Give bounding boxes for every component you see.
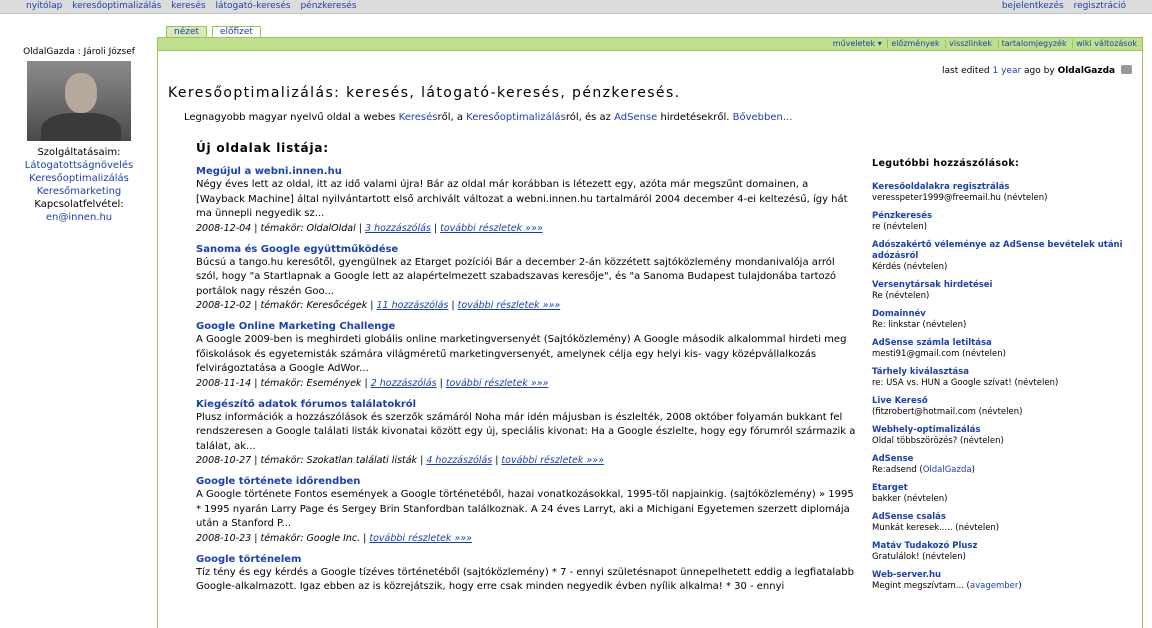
intro-link-search[interactable]: Keresés bbox=[398, 112, 438, 123]
recent-comments bbox=[872, 158, 1142, 599]
recent-comment-text: re: USA vs. HUN a Google szívat! (névtelen) bbox=[872, 378, 1059, 388]
top-nav-bar bbox=[0, 0, 1152, 14]
article-excerpt: Plusz információk a hozzászólások és szerzők számáról Noha már idén májusban is észlelték, 2008 október folyamán bukkant fel rendszeresen a Google találati listák kivonatai között egy új, speciális kivonat: Ha a Google észlelte, hogy egy fórumról származik a találat, ak... bbox=[196, 411, 856, 452]
history-link[interactable]: előzmények bbox=[887, 39, 942, 48]
recent-comment-text: Re:adsend ( bbox=[872, 465, 923, 475]
intro-text bbox=[184, 112, 792, 123]
recent-comment-title-link[interactable]: Web-server.hu bbox=[872, 570, 942, 580]
article-item bbox=[196, 243, 856, 314]
article-comments-link[interactable]: 3 hozzászólás bbox=[365, 222, 431, 234]
article-meta: 2008-11-14 | témakör: Események | 2 hozzászólás | további részletek »»» bbox=[196, 377, 549, 389]
article-more-link[interactable]: további részletek »»» bbox=[440, 222, 543, 234]
article-list bbox=[196, 165, 856, 602]
article-comments-link[interactable]: 4 hozzászólás bbox=[426, 455, 493, 466]
article-topic: témakör: OldalOldal bbox=[260, 222, 356, 234]
intro-text-4: hirdetésekről. bbox=[657, 112, 733, 123]
tab-subscribe[interactable]: előfizet bbox=[212, 26, 261, 38]
recent-comment-text-tail: ) bbox=[1018, 581, 1022, 591]
recent-comment-title-link[interactable]: Adószakértő véleménye az AdSense bevételek utáni adózásról bbox=[872, 240, 1123, 261]
recent-comment-author-link[interactable]: OldalGazda bbox=[922, 465, 972, 475]
action-bar bbox=[158, 38, 1142, 51]
article-excerpt: Búcsú a tango.hu keresőtől, gyengülnek az Etarget pozíciói Bár a december 2-án közzétett sajtóközlemény mondanivalója arról szól, hogy "a Startlapnak a Google lett az alapértelmezett szabadszavas keresője", és "a Sanoma Budapest tulajdonába tartozó portálok nagy részén Goo... bbox=[196, 256, 836, 297]
article-title-link[interactable]: Sanoma és Google együttműködése bbox=[196, 243, 399, 255]
avatar-head-shape bbox=[65, 73, 97, 113]
recent-comment-title-link[interactable]: Webhely-optimalizálás bbox=[872, 425, 981, 435]
last-edited bbox=[942, 65, 1132, 76]
article-meta: 2008-12-02 | témakör: Keresőcégek | 11 hozzászólás | további részletek »»» bbox=[196, 300, 561, 311]
recent-comment-item bbox=[872, 483, 1142, 505]
recent-comment-item bbox=[872, 309, 1142, 331]
article-excerpt: A Google története Fontos események a Google történetéből, hazai vonatkozásokkal, 1995-től napjainkig. (sajtóközlemény) » 1995 * 1995 nyarán Larry Page és Sergey Brin Stanfordban találkoznak. A 24 éves Larryt, aki a Michigani Egyetemen szerzett diplomája után a Stanford P... bbox=[196, 489, 854, 529]
article-date: 2008-10-23 bbox=[196, 532, 252, 544]
article-title-link[interactable]: Google történelem bbox=[196, 553, 302, 565]
recent-comment-title-link[interactable]: Matáv Tudakozó Plusz bbox=[872, 541, 978, 551]
recent-comment-text: Oldal többszörözés? (névtelen) bbox=[872, 436, 1004, 446]
recent-comment-item bbox=[872, 280, 1142, 302]
article-date: 2008-12-02 bbox=[196, 300, 252, 311]
recent-comment-text: veresspeter1999@freemail.hu (névtelen) bbox=[872, 193, 1048, 203]
wiki-changes-link[interactable]: wiki változások bbox=[1072, 39, 1140, 48]
nav-link-search[interactable]: keresés bbox=[171, 1, 206, 11]
article-title-link[interactable]: Google története időrendben bbox=[196, 476, 361, 487]
recent-comment-item bbox=[872, 367, 1142, 389]
recent-comment-title-link[interactable]: Pénzkeresés bbox=[872, 211, 933, 221]
top-nav-right bbox=[995, 1, 1126, 11]
recent-comment-text: (fitzrobert@hotmail.com (névtelen) bbox=[872, 407, 1023, 417]
recent-comment-text: Kérdés (névtelen) bbox=[872, 262, 948, 272]
nav-link-money[interactable]: pénzkeresés bbox=[300, 1, 357, 11]
article-title-link[interactable]: Google Online Marketing Challenge bbox=[196, 321, 396, 332]
recent-comment-item bbox=[872, 454, 1142, 476]
article-topic: témakör: Google Inc. bbox=[260, 532, 361, 544]
toc-link[interactable]: tartalomjegyzék bbox=[998, 39, 1070, 48]
recent-comment-item bbox=[872, 512, 1142, 534]
article-date: 2008-11-14 bbox=[196, 377, 252, 389]
service-link-traffic[interactable]: Látogatottságnövelés bbox=[24, 160, 134, 171]
recent-comment-item bbox=[872, 240, 1142, 273]
recent-comment-title-link[interactable]: Tárhely kiválasztása bbox=[872, 367, 969, 377]
recent-comment-item bbox=[872, 396, 1142, 418]
service-link-marketing[interactable]: Keresőmarketing bbox=[36, 186, 122, 197]
recent-comment-title-link[interactable]: Versenytársak hirdetései bbox=[872, 280, 993, 290]
avatar-shoulders-shape bbox=[41, 113, 121, 141]
recent-comment-item bbox=[872, 338, 1142, 360]
recent-comments-heading: Legutóbbi hozzászólások: bbox=[872, 158, 1020, 169]
article-title-link[interactable]: Megújul a webni.innen.hu bbox=[196, 166, 342, 177]
sidebar bbox=[0, 46, 158, 224]
service-link-seo[interactable]: Keresőoptimalizálás bbox=[29, 173, 129, 184]
article-meta: 2008-10-23 | témakör: Google Inc. | további részletek »»» bbox=[196, 532, 472, 544]
new-pages-heading: Új oldalak listája: bbox=[196, 141, 329, 155]
recent-comment-text: bakker (névtelen) bbox=[872, 494, 948, 504]
register-link[interactable]: regisztráció bbox=[1073, 1, 1126, 11]
article-topic: témakör: Keresőcégek bbox=[260, 300, 368, 311]
article-more-link[interactable]: további részletek »»» bbox=[501, 455, 604, 466]
article-meta: 2008-10-27 | témakör: Szokatlan találati listák | 4 hozzászólás | további részletek »»» bbox=[196, 455, 604, 466]
article-item bbox=[196, 553, 856, 595]
recent-comment-text: Re (névtelen) bbox=[872, 291, 930, 301]
recent-comment-text: mesti91@gmail.com (névtelen) bbox=[872, 349, 1006, 359]
recent-comment-text-tail: ) bbox=[971, 465, 975, 475]
actions-menu[interactable]: műveletek ▾ bbox=[832, 39, 882, 48]
article-more-link[interactable]: további részletek »»» bbox=[445, 377, 549, 389]
recent-comment-title-link[interactable]: AdSense csalás bbox=[872, 512, 946, 522]
recent-comment-title-link[interactable]: Live Kereső bbox=[872, 396, 928, 406]
nav-link-home[interactable]: nyitólap bbox=[26, 1, 63, 11]
recent-comment-title-link[interactable]: Domainnév bbox=[872, 309, 926, 319]
recent-comment-title-link[interactable]: Keresőoldalakra regisztrálás bbox=[872, 182, 1010, 192]
article-meta: 2008-12-04 | témakör: OldalOldal | 3 hozzászólás | további részletek »»» bbox=[196, 222, 543, 234]
contact-email-link[interactable]: en@innen.hu bbox=[45, 212, 113, 223]
article-topic: témakör: Szokatlan találati listák bbox=[260, 455, 418, 466]
recent-comment-text: Gratulálok! (névtelen) bbox=[872, 552, 966, 562]
recent-comment-title-link[interactable]: AdSense bbox=[872, 454, 914, 464]
last-edited-suffix: ago by bbox=[1024, 66, 1055, 76]
intro-link-adsense[interactable]: AdSense bbox=[614, 112, 658, 123]
recent-comment-item bbox=[872, 425, 1142, 447]
recent-comment-text: Re: linkstar (névtelen) bbox=[872, 320, 967, 330]
recent-comment-title-link[interactable]: Etarget bbox=[872, 483, 908, 493]
last-edited-prefix: last edited bbox=[942, 66, 990, 76]
article-topic: témakör: Események bbox=[260, 377, 362, 389]
recent-comment-text: Megint megszívtam... ( bbox=[872, 581, 970, 591]
recent-comment-item bbox=[872, 182, 1142, 204]
recent-comment-title-link[interactable]: AdSense számla letiltása bbox=[872, 338, 992, 348]
article-date: 2008-10-27 bbox=[196, 455, 252, 466]
last-edited-author: OldalGazda bbox=[1057, 66, 1116, 76]
article-excerpt: Négy éves lett az oldal, itt az idő valami újra! Bár az oldal már korábban is létezett egy, azóta már megszűnt domainen, a [Wayback Machine] által nyilvántartott első archivált változat a webni.innen.hu tartalmáról 2004 december 4-ei keltezésű, így hát ma ünnepli negyedik sz... bbox=[196, 179, 848, 219]
backlinks-link[interactable]: visszlinkek bbox=[945, 39, 995, 48]
article-comments-link[interactable]: 2 hozzászólás bbox=[370, 377, 437, 389]
recent-comment-author-link[interactable]: avagember bbox=[969, 581, 1019, 591]
services-label: Szolgáltatásaim: bbox=[37, 147, 121, 158]
contact-label: Kapcsolatfelvétel: bbox=[34, 199, 124, 210]
avatar bbox=[27, 61, 131, 141]
article-date: 2008-12-04 bbox=[196, 222, 252, 234]
article-title-link[interactable]: Kiegészítő adatok fórumos találatokról bbox=[196, 398, 417, 410]
article-item bbox=[196, 475, 856, 546]
intro-text-3: ról, és az bbox=[565, 112, 615, 123]
owner-name: OldalGazda : Jároli József bbox=[23, 47, 135, 57]
page-title: Keresőoptimalizálás: keresés, látogató-keresés, pénzkeresés. bbox=[168, 85, 681, 101]
intro-link-more[interactable]: Bővebben... bbox=[732, 112, 793, 123]
recent-comment-item bbox=[872, 570, 1142, 592]
article-excerpt: A Google 2009-ben is meghirdeti globális online marketingversenyét (Sajtóközlemény) A Google második alkalommal hirdeti meg főiskolások és egyetemisták számára világméretű marketingversenyét, amelynek célja egy helyi kis- vagy középvállalkozás felvirágoztatása a Google AdWor... bbox=[196, 334, 847, 374]
content-frame bbox=[157, 37, 1143, 628]
intro-text-2: ről, a bbox=[437, 112, 467, 123]
tab-view[interactable]: nézet bbox=[166, 26, 207, 38]
recent-comment-item bbox=[872, 211, 1142, 233]
recent-comment-text: re (névtelen) bbox=[872, 222, 928, 232]
article-more-link[interactable]: további részletek »»» bbox=[369, 532, 472, 544]
article-item bbox=[196, 320, 856, 391]
intro-link-seo[interactable]: Keresőoptimalizálás bbox=[466, 112, 566, 123]
printer-icon[interactable] bbox=[1121, 65, 1132, 74]
top-nav-left bbox=[26, 1, 364, 11]
recent-comment-item bbox=[872, 541, 1142, 563]
recent-comment-text: Munkát keresek..... (névtelen) bbox=[872, 523, 1000, 533]
intro-text-1: Legnagyobb magyar nyelvű oldal a webes bbox=[184, 112, 399, 123]
article-more-link[interactable]: további részletek »»» bbox=[457, 300, 561, 311]
login-link[interactable]: bejelentkezés bbox=[1001, 1, 1064, 11]
last-edited-time-link[interactable]: 1 year bbox=[992, 66, 1022, 76]
article-item bbox=[196, 398, 856, 469]
nav-link-seo[interactable]: keresőoptimalizálás bbox=[72, 1, 162, 11]
article-comments-link[interactable]: 11 hozzászólás bbox=[376, 300, 449, 311]
nav-link-visitor-search[interactable]: látogató-keresés bbox=[215, 1, 291, 11]
article-excerpt: Tíz tény és egy kérdés a Google tízéves történetéből (sajtóközlemény) * 7 - ennyi születésnapot ünnepelhetett eddig a legfiatalabb Google-alkalmazott. Igaz ebben az is közrejátszik, hogy erre csak minden negyedik évben nyílik alkalma! * 30 - ennyi bbox=[196, 566, 855, 592]
article-item bbox=[196, 165, 856, 236]
